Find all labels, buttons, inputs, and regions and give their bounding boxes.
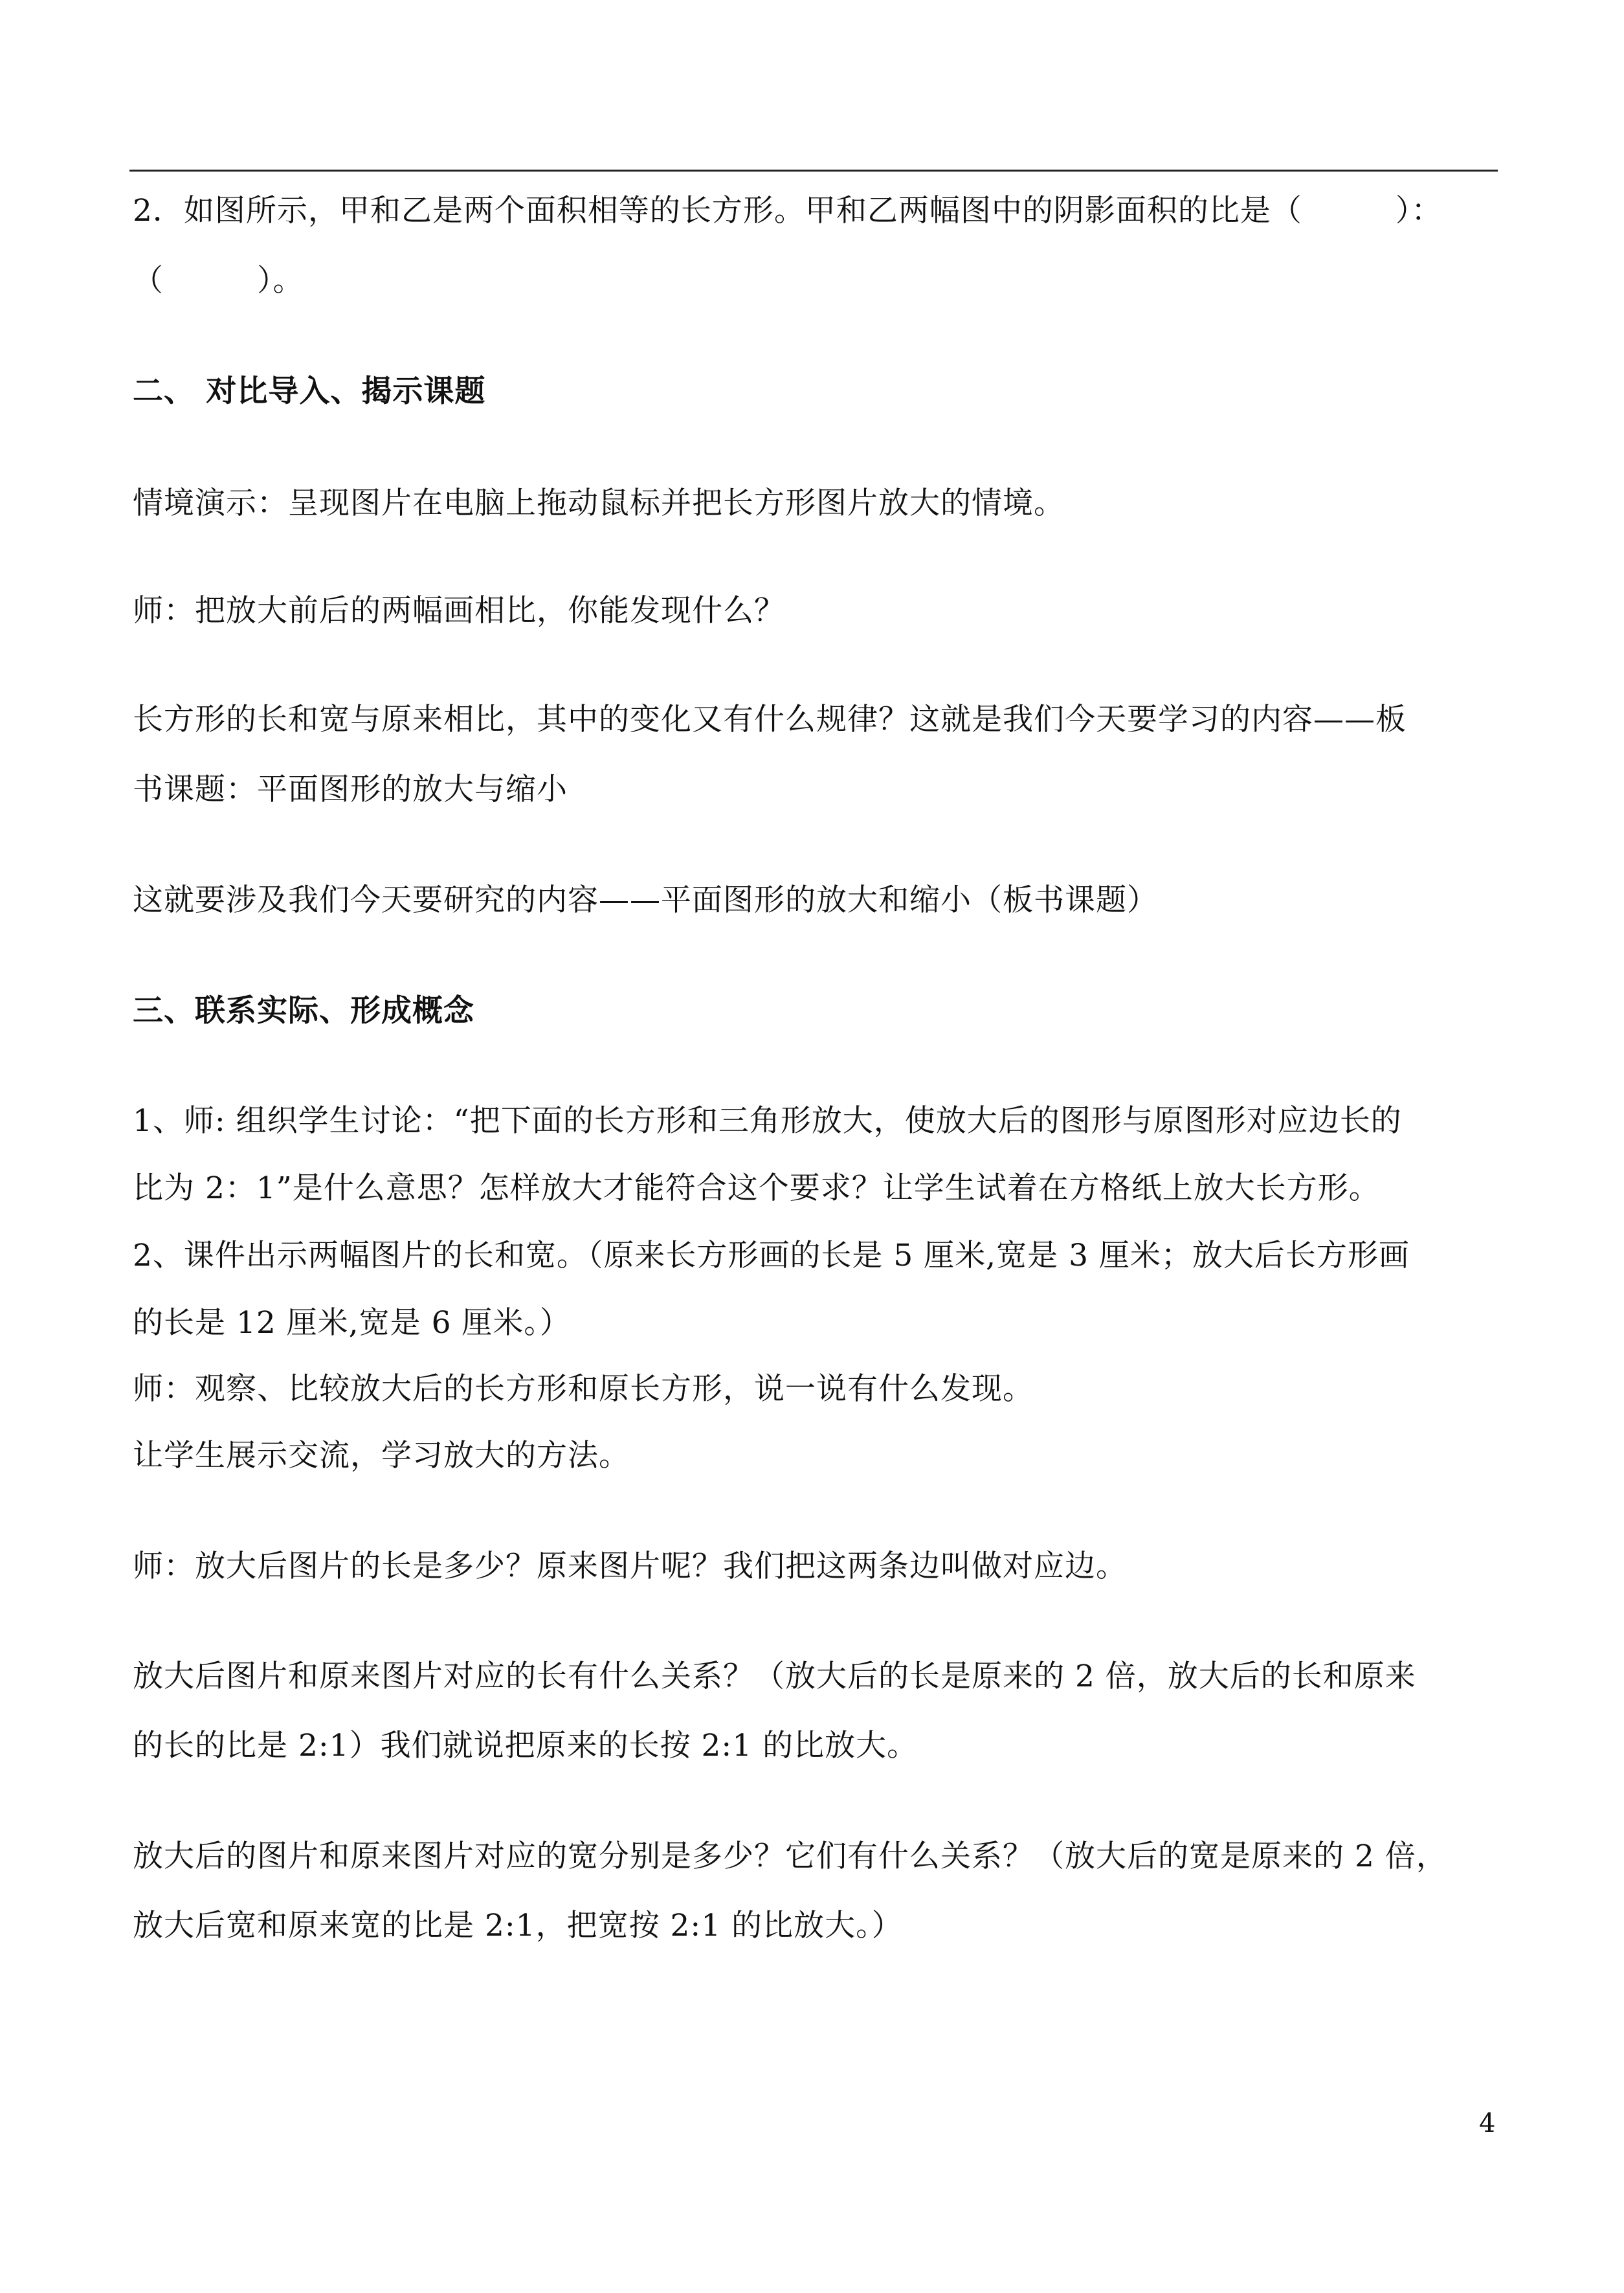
paragraph-width-relation-line-2: 放大后宽和原来宽的比是 2:1，把宽按 2:1 的比放大。）	[133, 1908, 903, 1943]
paragraph-length-relation-line-1: 放大后图片和原来图片对应的长有什么关系？（放大后的长是原来的 2 倍，放大后的长和原来	[133, 1659, 1416, 1694]
paragraph-width-relation-line-1: 放大后的图片和原来图片对应的宽分别是多少？它们有什么关系？（放大后的宽是原来的 2 倍，	[133, 1839, 1447, 1874]
section-heading-3: 三、联系实际、形成概念	[133, 993, 474, 1029]
paragraph-teacher-question: 师：把放大前后的两幅画相比，你能发现什么？	[133, 593, 785, 629]
section-heading-2: 二、 对比导入、揭示课题	[133, 374, 486, 409]
paragraph-discussion-line-1: 1、师: 组织学生讨论：“把下面的长方形和三角形放大，使放大后的图形与原图形对应边长的	[133, 1103, 1402, 1139]
paragraph-courseware-line-2: 的长是 12 厘米,宽是 6 厘米。）	[133, 1305, 571, 1341]
header-rule	[129, 170, 1498, 172]
paragraph-corresponding-sides: 师：放大后图片的长是多少？原来图片呢？我们把这两条边叫做对应边。	[133, 1549, 1127, 1584]
paragraph-scenario: 情境演示：呈现图片在电脑上拖动鼠标并把长方形图片放大的情境。	[133, 486, 1065, 521]
paragraph-length-relation-line-2: 的长的比是 2:1）我们就说把原来的长按 2:1 的比放大。	[133, 1728, 918, 1763]
question-2-line-2: （ ）。	[133, 263, 304, 298]
paragraph-topic-restated: 这就要涉及我们今天要研究的内容——平面图形的放大和缩小（板书课题）	[133, 882, 1158, 918]
paragraph-observe: 师：观察、比较放大后的长方形和原长方形，说一说有什么发现。	[133, 1371, 1034, 1407]
paragraph-discussion-line-2: 比为 2：1”是什么意思？怎样放大才能符合这个要求？让学生试着在方格纸上放大长方形。	[133, 1170, 1380, 1206]
question-2-line-1: 2．如图所示，甲和乙是两个面积相等的长方形。甲和乙两幅图中的阴影面积的比是（ ）：	[133, 193, 1443, 229]
paragraph-topic-line-2: 书课题：平面图形的放大与缩小	[133, 772, 568, 807]
page-number: 4	[1479, 2108, 1496, 2138]
paragraph-exchange: 让学生展示交流，学习放大的方法。	[133, 1438, 630, 1473]
paragraph-topic-line-1: 长方形的长和宽与原来相比，其中的变化又有什么规律？这就是我们今天要学习的内容——板	[133, 702, 1407, 737]
paragraph-courseware-line-1: 2、课件出示两幅图片的长和宽。（原来长方形画的长是 5 厘米,宽是 3 厘米；放大后长方形画	[133, 1238, 1410, 1273]
